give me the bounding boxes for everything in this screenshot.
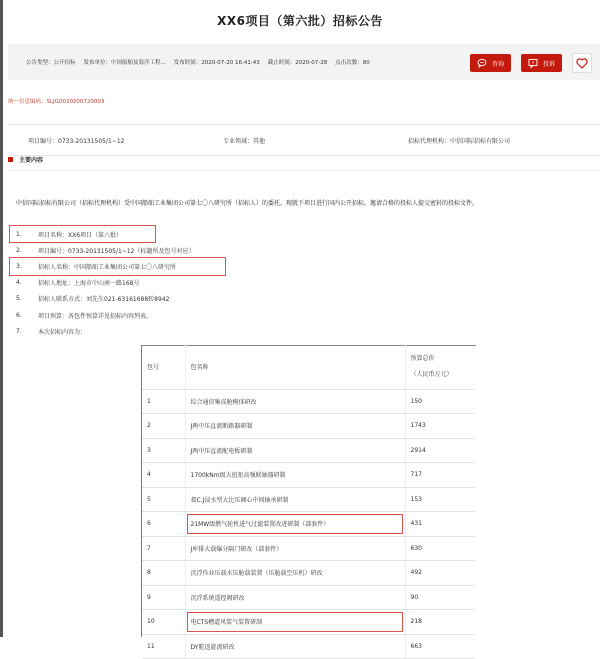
views-value: 80 <box>362 60 370 66</box>
item-text: 招标人地址：上海市中山南一路168号 <box>38 280 140 288</box>
table-row <box>142 610 475 635</box>
deadline-label: 截止时间： <box>267 60 296 66</box>
section-title: 主要内容 <box>19 157 44 164</box>
cell-price: 663 <box>405 634 475 659</box>
heart-icon <box>576 58 588 69</box>
complain-button[interactable] <box>521 54 562 72</box>
list-item <box>16 323 576 339</box>
project-number: 项目编号：0733-20131505/1~12 <box>28 137 125 145</box>
item-text: 项目名称：XX6项目（第六批） <box>38 231 123 239</box>
cell-price: 2914 <box>405 438 475 463</box>
item-text: 招标人联系方式：刘先生021-63161688转8942 <box>38 296 170 304</box>
header-budget <box>405 345 475 389</box>
table-header-row <box>142 345 475 389</box>
item-number: 7. <box>16 327 22 335</box>
views-label: 点击次数： <box>335 60 363 66</box>
complain-label: 投诉 <box>542 61 555 68</box>
cell-no: 9 <box>142 585 185 610</box>
publisher-label: 发布单位： <box>83 60 112 66</box>
cell-no: 2 <box>142 414 185 439</box>
cell-price: 492 <box>405 561 475 586</box>
table-row <box>142 634 475 659</box>
item-text: 本次招标内容为： <box>38 328 87 336</box>
meta-bar <box>8 44 600 80</box>
cell-price: 153 <box>405 487 475 512</box>
cell-name-highlighted: 电CTS槽道风装气装置研制 <box>185 610 405 635</box>
favorite-button[interactable] <box>572 53 592 73</box>
message-box-icon <box>528 58 538 68</box>
meta-actions <box>470 53 592 73</box>
table-row <box>142 463 475 488</box>
publisher-value: 中国船舶及海洋工程... <box>111 60 166 66</box>
cell-price: 90 <box>405 585 475 610</box>
table-row <box>142 487 475 512</box>
item-number: 1. <box>16 230 22 238</box>
item-number: 2. <box>16 246 22 254</box>
consult-label: 咨询 <box>491 61 504 68</box>
item-list <box>16 226 576 339</box>
cell-no: 11 <box>142 634 185 659</box>
cell-name: 叔C.J浸水型大比压调心中间轴承研制 <box>185 487 405 512</box>
cell-price: 630 <box>405 536 475 561</box>
cell-no: 5 <box>142 487 185 512</box>
item-text: 招标人名称：中国船舶工业集团公司第七〇八研究所 <box>38 263 177 271</box>
table-row <box>142 561 475 586</box>
section-heading <box>8 155 43 164</box>
cell-name: DY舵返旋流研改 <box>185 634 405 659</box>
chat-bubble-icon <box>477 58 487 68</box>
cell-name: 沉浮系统遥控阀研改 <box>185 585 405 610</box>
type-label: 公告类型： <box>26 60 54 66</box>
cell-no: 10 <box>142 610 185 635</box>
table-row <box>142 438 475 463</box>
header-budget-line1: 预算总价 <box>410 354 435 362</box>
table-row <box>142 536 475 561</box>
cell-name: 综合通信集成舱模体研改 <box>185 389 405 414</box>
consult-button[interactable] <box>470 54 511 72</box>
list-item <box>10 226 155 242</box>
item-text: 项目编号：0733-20131505/1~12（标题所及包号对应） <box>38 247 195 255</box>
list-item <box>16 275 576 291</box>
publish-time-label: 发布时间： <box>173 60 202 66</box>
cell-name-highlighted: 21MW级燃气轮机进气过滤装置改进研制（部套件） <box>185 512 405 537</box>
page-title: XX6项目（第六批）招标公告 <box>217 14 383 28</box>
divider <box>8 170 600 171</box>
cell-name: J两中压直流断路器研制 <box>185 414 405 439</box>
section-marker-icon <box>8 157 13 162</box>
list-item <box>16 242 576 258</box>
item-text: 项目预算：各包件预算详见招标内容列表。 <box>38 312 153 320</box>
window-frame-edge <box>0 0 3 637</box>
project-field: 专业领域：其他 <box>223 137 266 145</box>
cell-no: 8 <box>142 561 185 586</box>
cell-no: 4 <box>142 463 185 488</box>
table-row <box>142 585 475 610</box>
deadline-value: 2020-07-28 <box>295 60 328 66</box>
cell-name: J两中压直流配电板研制 <box>185 438 405 463</box>
project-info-bar <box>8 124 600 156</box>
cell-no: 3 <box>142 438 185 463</box>
list-item <box>10 258 225 274</box>
item-number: 4. <box>16 279 22 287</box>
cell-name: 沉浮作业压载水压舱载装置（压舱载空压机）研改 <box>185 561 405 586</box>
cell-no: 1 <box>142 389 185 414</box>
item-number: 3. <box>16 262 22 270</box>
item-number: 6. <box>16 311 22 319</box>
cell-price: 1743 <box>405 414 475 439</box>
package-table <box>142 345 475 659</box>
cell-price: 150 <box>405 389 475 414</box>
intro-paragraph: 中信国际招标有限公司（招标代理机构）受中国船舶工业集团公司第七〇八研究所（招标人）的委托，现就下项目进行国内公开招标，邀请合格的投标人提交密封的投标文件。 <box>16 200 479 207</box>
cell-no: 6 <box>142 512 185 537</box>
header-budget-line2: （人民币万元） <box>410 370 453 378</box>
table-row <box>142 512 475 537</box>
type-value: 公开招标 <box>53 60 76 66</box>
publish-time-value: 2020-07-20 16:41:43 <box>201 60 260 66</box>
list-item <box>16 291 576 307</box>
cell-price: 431 <box>405 512 475 537</box>
cell-price: 218 <box>405 610 475 635</box>
table-row <box>142 414 475 439</box>
cell-name: 1700kNm级大扭矩高强联轴器研制 <box>185 463 405 488</box>
cell-price: 717 <box>405 463 475 488</box>
project-agency: 招标代理机构：中信国际招标有限公司 <box>408 137 511 145</box>
table-row <box>142 389 475 414</box>
cell-no: 7 <box>142 536 185 561</box>
cell-name: J库排大载爆分隔门研改（部套件） <box>185 536 405 561</box>
header-package-name: 包名称 <box>185 345 405 389</box>
info-code: 统一信息编码：SLJG0020200720003 <box>8 99 105 105</box>
item-number: 5. <box>16 295 22 303</box>
header-package-no: 包号 <box>142 345 185 389</box>
meta-info <box>26 58 370 66</box>
list-item <box>16 307 576 323</box>
